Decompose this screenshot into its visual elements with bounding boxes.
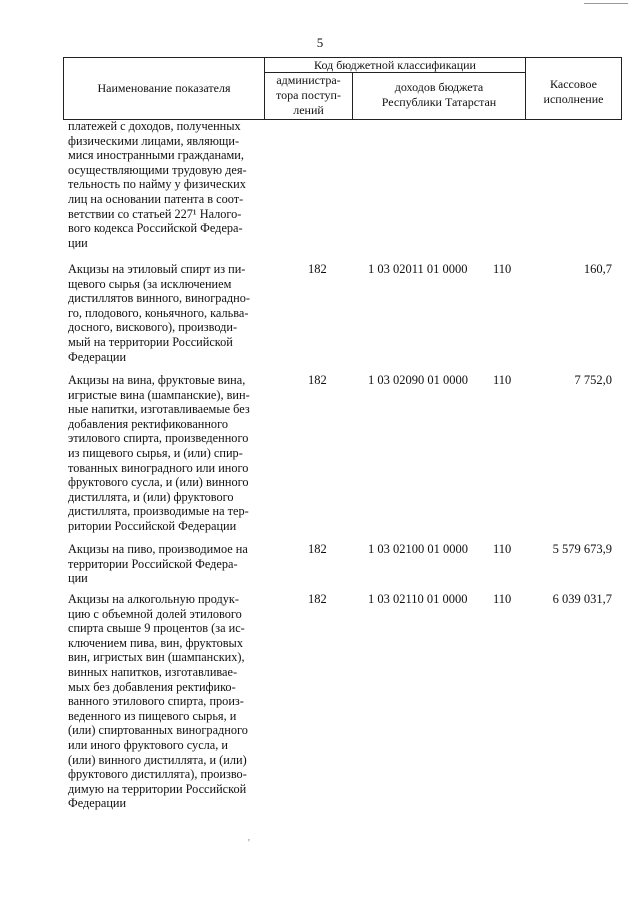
row-kind-code: 110: [493, 373, 512, 387]
row-income-code: 1 03 02090 01 0000: [368, 373, 468, 387]
header-right-border: [621, 57, 622, 120]
scan-mark: [584, 3, 628, 4]
row-income-code: 1 03 02100 01 0000: [368, 542, 468, 556]
row-amount: 5 579 673,9: [552, 542, 612, 556]
header-code-group: Код бюджетной классификации: [314, 58, 476, 72]
row-kind-code: 110: [493, 542, 512, 556]
row-amount: 7 752,0: [574, 373, 612, 387]
row-name: Акцизы на этиловый спирт из пи- щевого сырья (за исключением дистиллятов винного, виноградно- го, плодового, коньячного, кальва- досного, вискового), производи- мый на территории Российской Федерации: [68, 262, 250, 364]
row-kind-code: 110: [493, 262, 512, 276]
header-cash-col: Кассовое исполнение: [543, 77, 604, 106]
row-amount: 6 039 031,7: [552, 592, 612, 606]
row-name: Акцизы на алкогольную продук- цию с объемной долей этилового спирта свыше 9 процентов (за ис- ключением пива, вин, фруктовых вин, игристых вин (шампанских), винных напитков, изготавливае- мых без добавления ректифико- ванного этилового спирта, произ- веденного из пищевого сырья, и (или) спиртованных виноградного или иного фруктового сусла, и (или) винного дистиллята, и (или) фруктового дистиллята), произво- димую на территории Российской Федерации: [68, 592, 248, 811]
header-admin-col: администра- тора поступ- лений: [276, 73, 341, 117]
row-admin-code: 182: [308, 373, 327, 387]
row-income-code: 1 03 02110 01 0000: [368, 592, 468, 606]
row-name: Акцизы на вина, фруктовые вина, игристые вина (шампанские), вин- ные напитки, изготавливаемые без добавления ректификованного этилового спирта, произведенного из пищевого сырья, и (или) спир- тованных виноградного или иного фруктового сусла, и (или) винного дистиллята, и (или) фруктового дистиллята, производимые на тер- ритории Российской Федерации: [68, 373, 250, 533]
row-admin-code: 182: [308, 592, 327, 606]
row-name: платежей с доходов, полученных физическими лицами, являющи- мися иностранными гражданами, осуществляющими трудовую дея- тельность по найму у физических лиц на основании патента в соот- ветствии со статьей 227¹ Налого- вого кодекса Российской Федера- ции: [68, 119, 247, 250]
row-admin-code: 182: [308, 262, 327, 276]
row-name: Акцизы на пиво, производимое на территории Российской Федера- ции: [68, 542, 248, 586]
scan-speck: ': [248, 838, 250, 849]
page-number: 5: [316, 35, 324, 50]
row-income-code: 1 03 02011 01 0000: [368, 262, 468, 276]
row-admin-code: 182: [308, 542, 327, 556]
row-kind-code: 110: [493, 592, 512, 606]
row-amount: 160,7: [583, 262, 612, 276]
header-name-col: Наименование показателя: [97, 81, 231, 95]
header-income-col: доходов бюджета Республики Татарстан: [381, 80, 497, 109]
